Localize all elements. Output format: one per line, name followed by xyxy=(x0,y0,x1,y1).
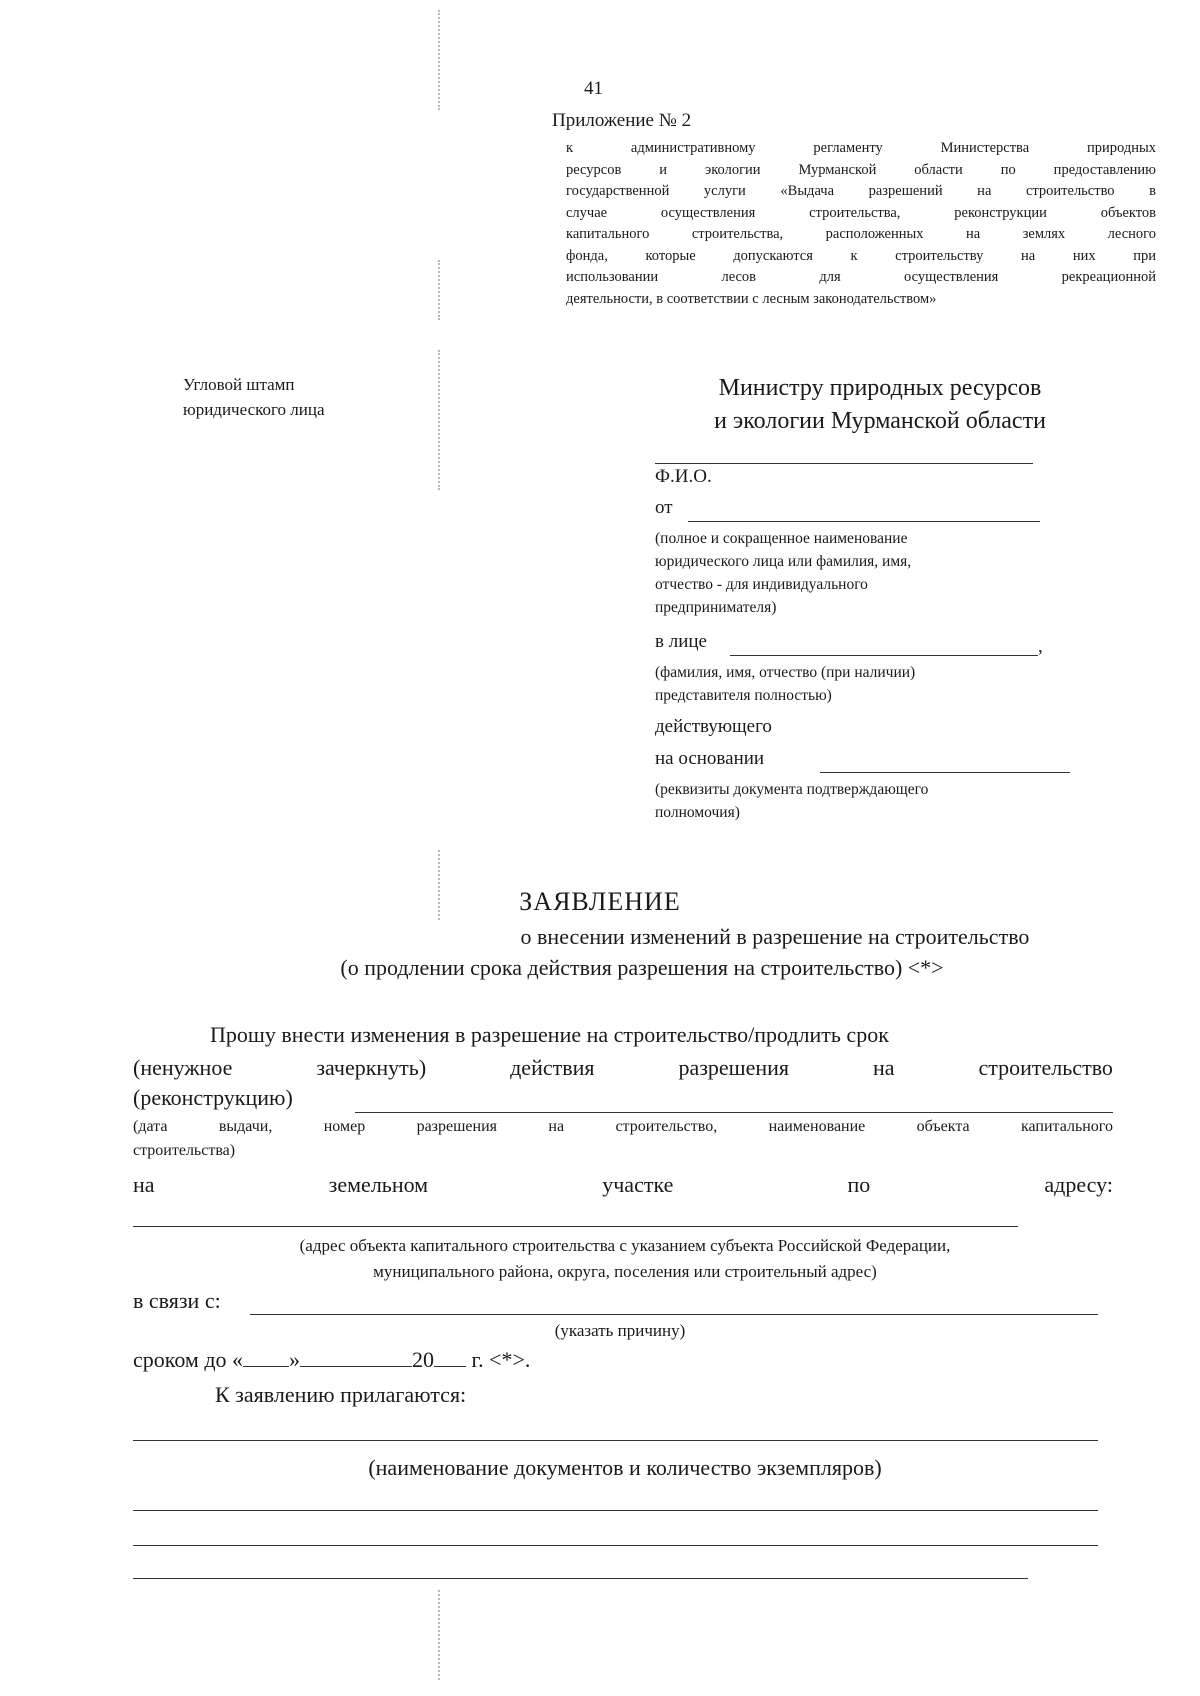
reason-label: в связи с: xyxy=(133,1288,221,1313)
appendix-line: деятельности, в соответствии с лесным законодательством» xyxy=(566,290,937,307)
scan-artifact xyxy=(438,1590,444,1680)
hint-line: (реквизиты документа подтверждающего xyxy=(655,781,929,798)
word: наименование xyxy=(768,1118,866,1135)
attachments-field[interactable] xyxy=(133,1440,1098,1441)
word: адресу: xyxy=(1044,1172,1113,1197)
statement-subtitle: (о продлении срока действия разрешения на строительство) <*> xyxy=(340,955,944,980)
scan-artifact xyxy=(438,350,444,490)
fio-field[interactable] xyxy=(655,463,1033,464)
from-hint xyxy=(655,527,911,619)
page-number: 41 xyxy=(584,78,603,99)
basis-field[interactable] xyxy=(820,772,1070,773)
hint-line: представителя полностью) xyxy=(655,687,832,704)
statement-title: ЗАЯВЛЕНИЕ xyxy=(519,887,681,916)
appendix-line: к административному регламенту Министерства природных xyxy=(566,140,1156,156)
land-line xyxy=(133,1172,1113,1198)
from-field[interactable] xyxy=(688,521,1040,522)
word: разрешения xyxy=(416,1118,498,1135)
permit-details-hint-cont: строительства) xyxy=(133,1142,236,1159)
attachments-field-4[interactable] xyxy=(133,1578,1028,1579)
word: на xyxy=(873,1055,895,1080)
request-line xyxy=(133,1055,1113,1081)
word: на xyxy=(133,1172,155,1197)
person-hint xyxy=(655,661,915,707)
word: разрешения xyxy=(678,1055,790,1080)
reconstruction-label: (реконструкцию) xyxy=(133,1085,293,1110)
word: выдачи, xyxy=(218,1118,273,1135)
word: действия xyxy=(510,1055,595,1080)
term-year-field[interactable] xyxy=(434,1348,466,1367)
scan-artifact xyxy=(438,260,444,320)
basis-label: на основании xyxy=(655,748,765,769)
addressee xyxy=(660,372,1100,438)
hint-line: муниципального района, округа, поселения или строительный адрес) xyxy=(373,1262,877,1281)
appendix-description xyxy=(566,138,1156,310)
stamp-line: Угловой штамп xyxy=(183,375,295,394)
term-line xyxy=(133,1347,530,1373)
hint-line: (адрес объекта капитального строительства с указанием субъекта Российской Федерации, xyxy=(299,1236,951,1255)
addressee-line: и экологии Мурманской области xyxy=(714,408,1046,434)
word: строительство, xyxy=(615,1118,718,1135)
term-day-field[interactable] xyxy=(243,1348,289,1367)
word: земельном xyxy=(328,1172,429,1197)
term-month-field[interactable] xyxy=(300,1348,412,1367)
attachments-label: К заявлению прилагаются: xyxy=(215,1382,467,1407)
person-comma: , xyxy=(1038,636,1043,657)
corner-stamp-label xyxy=(183,372,325,422)
hint-line: юридического лица или фамилия, имя, xyxy=(655,553,912,570)
word: объекта xyxy=(916,1118,970,1135)
hint-line: (фамилия, имя, отчество (при наличии) xyxy=(655,664,916,681)
word: по xyxy=(847,1172,871,1197)
appendix-title: Приложение № 2 xyxy=(552,110,692,131)
appendix-line: капитального строительства, расположенных на землях лесного xyxy=(566,226,1156,242)
hint-line: (полное и сокращенное наименование xyxy=(655,530,908,547)
attachments-field-3[interactable] xyxy=(133,1545,1098,1546)
word: участке xyxy=(602,1172,674,1197)
hint-line: предпринимателя) xyxy=(655,599,777,616)
hint-line: отчество - для индивидуального xyxy=(655,576,868,593)
addressee-line: Министру природных ресурсов xyxy=(718,375,1042,401)
word: (ненужное xyxy=(133,1055,233,1080)
word: на xyxy=(548,1118,565,1135)
term-quote: » xyxy=(289,1347,301,1372)
appendix-line: государственной услуги «Выдача разрешений на строительство в xyxy=(566,183,1156,199)
word: зачеркнуть) xyxy=(316,1055,427,1080)
statement-subtitle: о внесении изменений в разрешение на строительство xyxy=(520,924,1030,949)
permit-details-hint xyxy=(133,1118,1113,1136)
attachments-hint: (наименование документов и количество экземпляров) xyxy=(368,1455,882,1480)
appendix-line: использовании лесов для осуществления рекреационной xyxy=(566,269,1156,285)
person-field[interactable] xyxy=(730,655,1038,656)
term-prefix: сроком до « xyxy=(133,1347,244,1372)
acting-label: действующего xyxy=(655,716,772,737)
person-label: в лице xyxy=(655,631,707,652)
word: капитального xyxy=(1020,1118,1113,1135)
fio-label: Ф.И.О. xyxy=(655,466,712,487)
term-year: 20 xyxy=(412,1347,435,1372)
reason-hint: (указать причину) xyxy=(554,1321,686,1340)
address-field[interactable] xyxy=(133,1226,1018,1227)
appendix-line: случае осуществления строительства, реконструкции объектов xyxy=(566,204,1156,221)
from-label: от xyxy=(655,497,673,518)
word: строительство xyxy=(978,1055,1113,1080)
request-text: Прошу внести изменения в разрешение на строительство/продлить срок xyxy=(210,1022,889,1047)
scan-artifact xyxy=(438,10,444,110)
basis-hint xyxy=(655,778,928,824)
hint-line: полномочия) xyxy=(655,804,740,821)
word: номер xyxy=(323,1118,366,1135)
word: (дата xyxy=(133,1118,168,1135)
appendix-line: ресурсов и экологии Мурманской области по предоставлению xyxy=(566,161,1156,178)
term-suffix: г. <*>. xyxy=(471,1347,531,1372)
appendix-line: фонда, которые допускаются к строительству на них при xyxy=(566,247,1156,264)
address-hint xyxy=(100,1233,1150,1285)
permit-details-field[interactable] xyxy=(355,1112,1113,1113)
reason-field[interactable] xyxy=(250,1314,1098,1315)
stamp-line: юридического лица xyxy=(183,400,325,419)
attachments-field-2[interactable] xyxy=(133,1510,1098,1511)
